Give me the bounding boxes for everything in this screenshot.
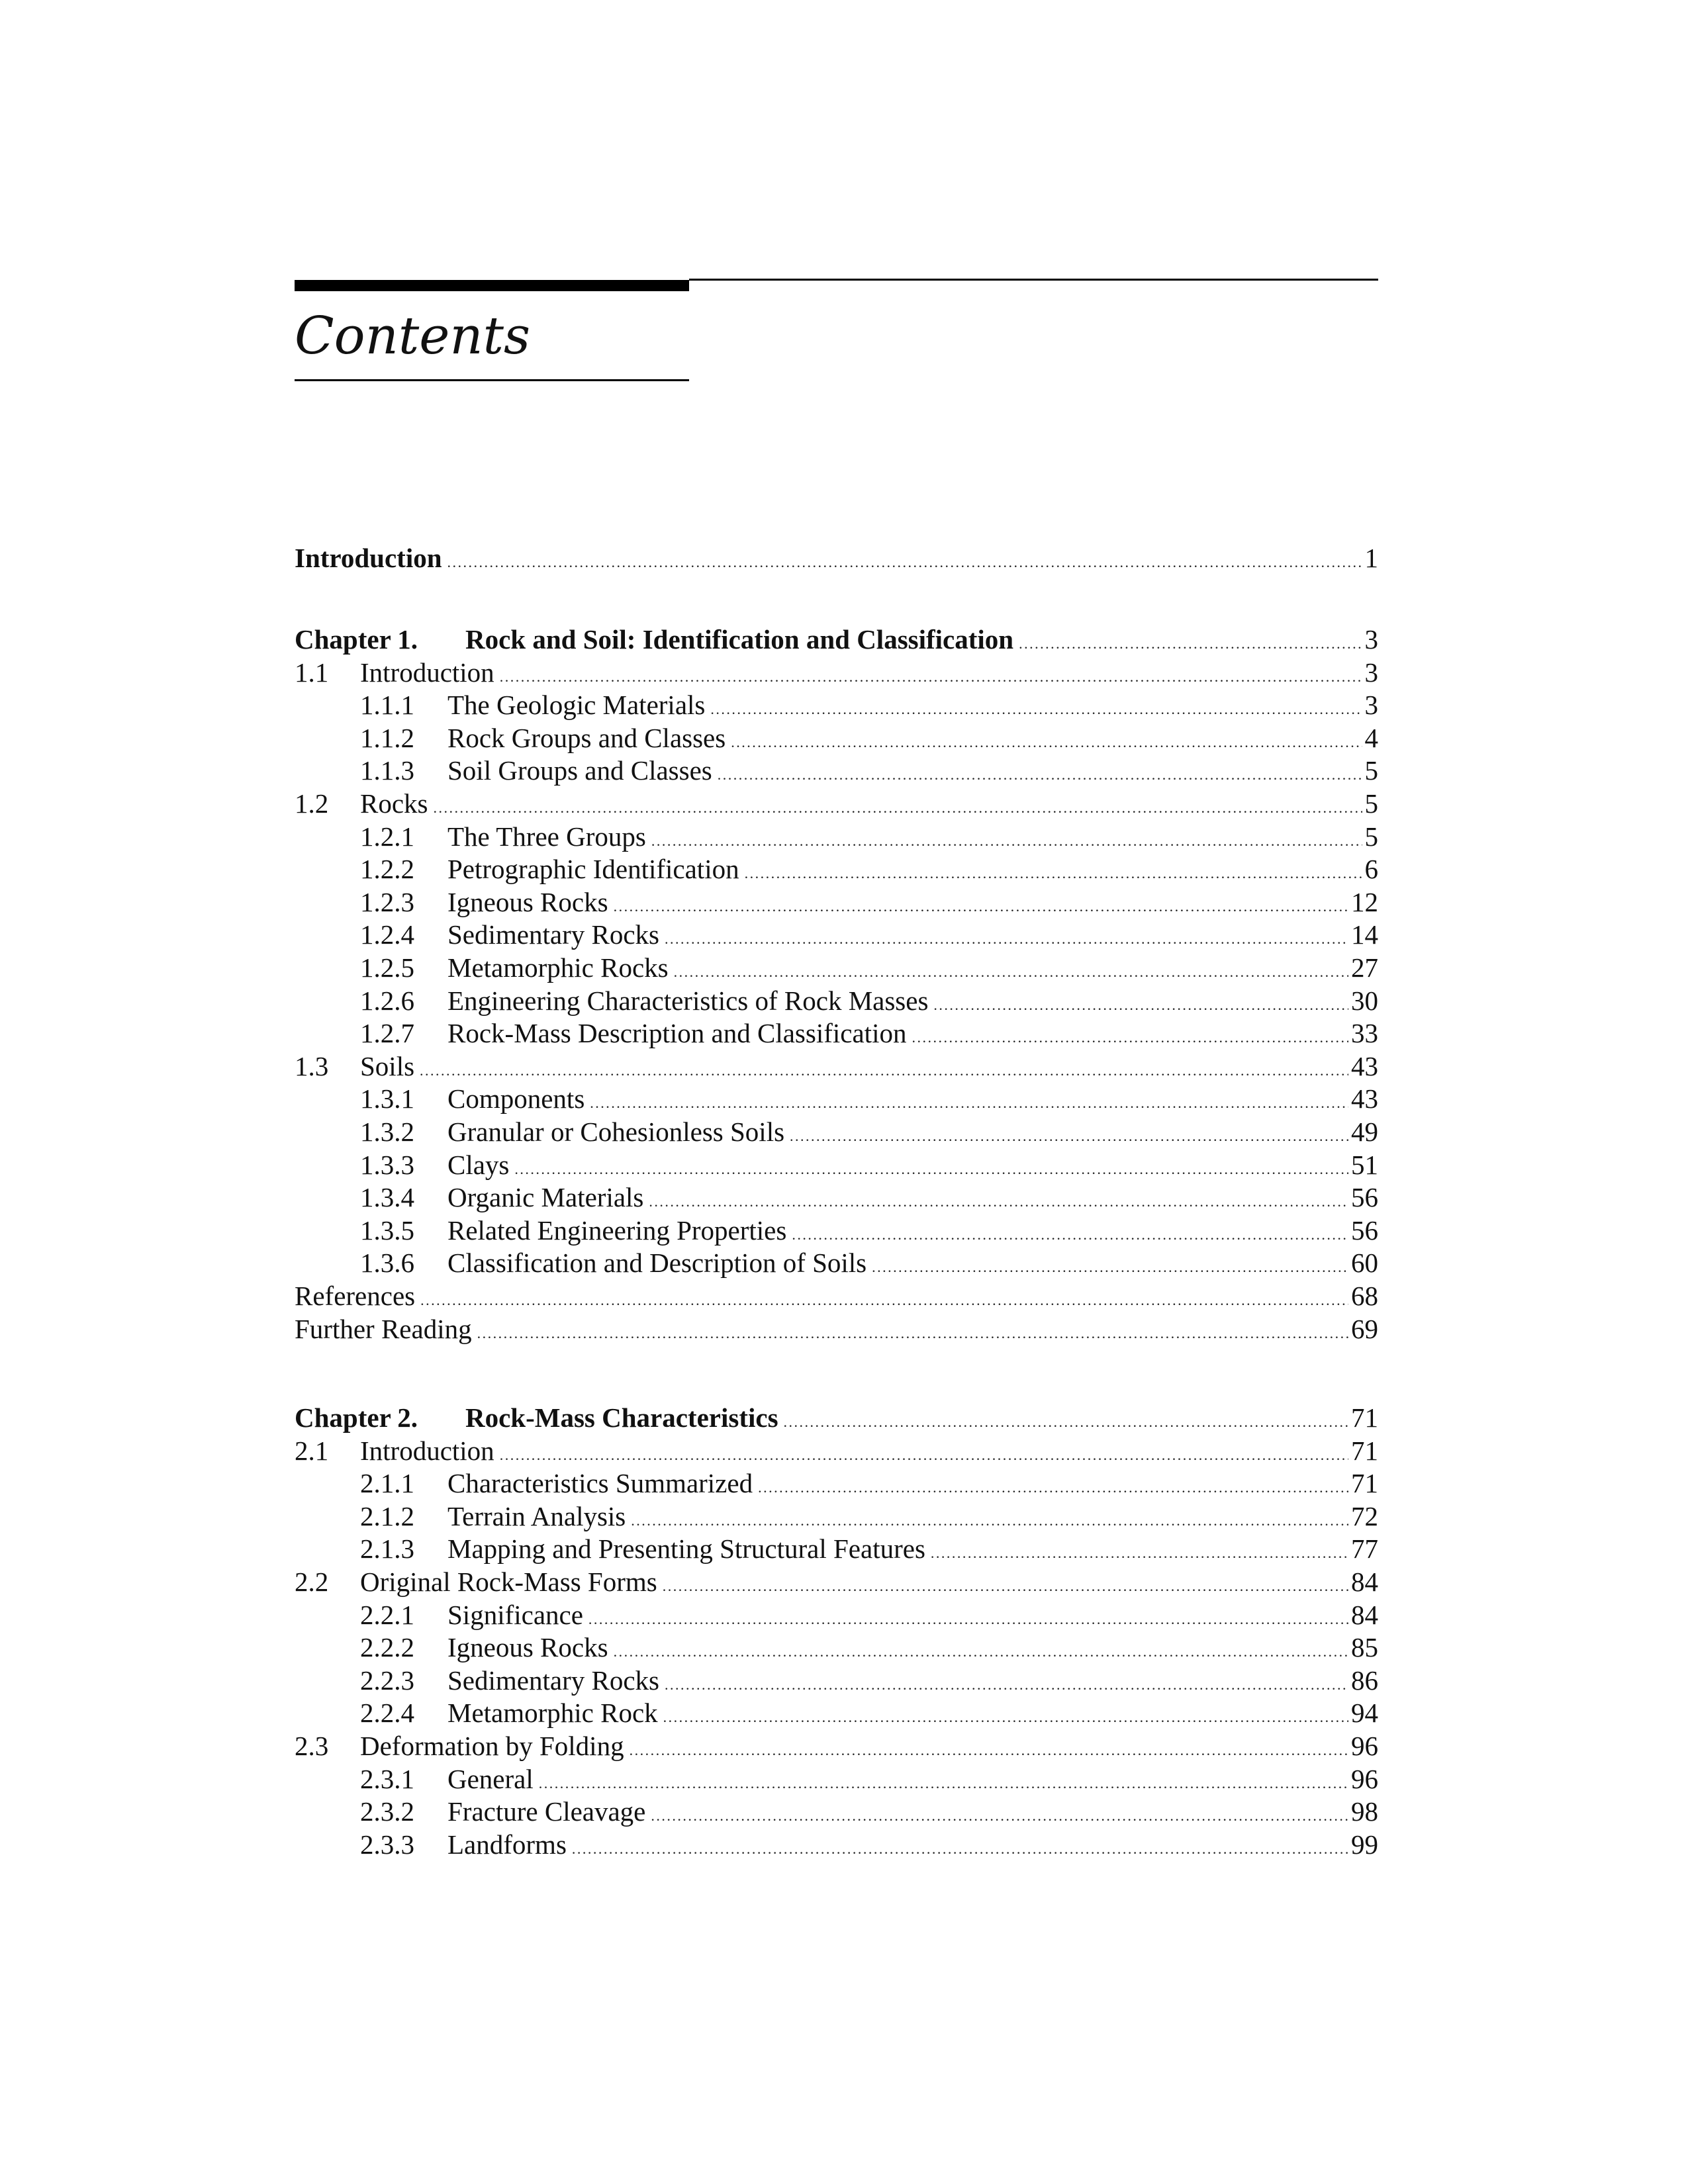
toc-entry-page: 12 <box>1351 886 1378 917</box>
dot-leader <box>500 656 1362 689</box>
toc-entry[interactable] <box>295 623 1378 656</box>
toc-entry-title: Rock-Mass Characteristics <box>465 1402 778 1433</box>
dot-leader <box>590 1082 1348 1115</box>
dot-leader <box>931 1532 1348 1565</box>
toc-entry-page: 30 <box>1351 985 1378 1016</box>
toc-entry-page: 3 <box>1364 690 1378 721</box>
toc-entry-title: Petrographic Identification <box>447 854 739 885</box>
toc-entry-number: 1.3.2 <box>360 1116 414 1147</box>
toc-entry[interactable] <box>295 721 1378 754</box>
toc-entry-title: Soils <box>360 1050 415 1081</box>
toc-entry-title: Mapping and Presenting Structural Features <box>447 1533 925 1565</box>
toc-entry-title: Rock Groups and Classes <box>447 722 726 753</box>
toc-entry-page: 49 <box>1351 1116 1378 1147</box>
toc-entry-title: The Three Groups <box>447 821 646 852</box>
toc-entry-page: 56 <box>1351 1214 1378 1246</box>
toc-entry-title: References <box>295 1281 416 1311</box>
toc-entry-number: 1.2.7 <box>360 1018 414 1049</box>
toc-entry-number: 1.1.2 <box>360 722 414 753</box>
toc-entry-page: 5 <box>1364 788 1378 819</box>
toc-entry-number: 2.1.2 <box>360 1500 414 1531</box>
toc-entry-number: 1.2.5 <box>360 952 414 983</box>
dot-leader <box>784 1401 1348 1434</box>
toc-entry[interactable] <box>295 918 1378 951</box>
toc-entry-number: 1.1 <box>295 657 329 688</box>
toc-entry-title: Rock and Soil: Identification and Classification <box>465 624 1014 655</box>
toc-entry-number: 1.2.4 <box>360 919 414 950</box>
toc-entry-number: 1.2.2 <box>360 854 414 885</box>
toc-entry-page: 14 <box>1351 919 1378 950</box>
toc-entry-number: 1.2.1 <box>360 821 414 852</box>
dot-leader <box>1019 623 1362 656</box>
dot-leader <box>710 688 1362 721</box>
toc-entry-number: 1.3 <box>295 1050 329 1081</box>
toc-entry-number: 1.3.1 <box>360 1083 414 1115</box>
dot-leader <box>790 1115 1348 1148</box>
toc-entry-number: 1.1.1 <box>360 690 414 721</box>
toc-entry-page: 1 <box>1364 543 1378 573</box>
toc-entry-number: 1.2.6 <box>360 985 414 1016</box>
dot-leader <box>665 1664 1348 1697</box>
toc-entry[interactable] <box>295 754 1378 787</box>
dot-leader <box>539 1762 1348 1796</box>
toc-entry-page: 51 <box>1351 1149 1378 1180</box>
toc-entry-page: 96 <box>1351 1731 1378 1761</box>
toc-entry[interactable] <box>295 984 1378 1017</box>
toc-entry-number: Chapter 2. <box>295 1402 418 1433</box>
dot-leader <box>731 721 1362 754</box>
toc-entry-title: Components <box>447 1083 585 1115</box>
toc-entry-page: 99 <box>1351 1829 1378 1860</box>
toc-entry[interactable] <box>295 1565 1378 1598</box>
toc-entry[interactable] <box>295 1631 1378 1664</box>
dot-leader <box>420 1279 1348 1312</box>
toc-entry-title: Rocks <box>360 788 428 819</box>
toc-entry[interactable] <box>295 1082 1378 1115</box>
toc-entry-title: Igneous Rocks <box>447 886 608 917</box>
dot-leader <box>933 984 1348 1017</box>
toc-entry[interactable] <box>295 1312 1378 1345</box>
toc-entry[interactable] <box>295 1434 1378 1467</box>
toc-entry-number: 1.3.5 <box>360 1214 414 1246</box>
toc-entry-page: 72 <box>1351 1500 1378 1531</box>
dot-leader <box>434 787 1362 820</box>
toc-entry-page: 98 <box>1351 1796 1378 1827</box>
toc-entry[interactable] <box>295 688 1378 721</box>
toc-entry-title: Igneous Rocks <box>447 1632 608 1663</box>
toc-entry[interactable] <box>295 1115 1378 1148</box>
toc-entry[interactable] <box>295 1050 1378 1083</box>
dot-leader <box>420 1050 1348 1083</box>
toc-entry-title: Introduction <box>295 543 442 573</box>
toc-entry-title: Soil Groups and Classes <box>447 755 712 786</box>
toc-entry-number: 1.2 <box>295 788 329 819</box>
toc-entry-page: 43 <box>1351 1050 1378 1081</box>
toc-entry-page: 5 <box>1364 821 1378 852</box>
dot-leader <box>674 951 1348 984</box>
toc-entry-page: 84 <box>1351 1567 1378 1597</box>
toc-entry-page: 77 <box>1351 1533 1378 1565</box>
toc-entry-page: 60 <box>1351 1248 1378 1279</box>
toc-entry-title: Fracture Cleavage <box>447 1796 646 1827</box>
toc-entry-page: 84 <box>1351 1599 1378 1630</box>
toc-entry-title: Rock-Mass Description and Classification <box>447 1018 907 1049</box>
toc-entry-number: Chapter 1. <box>295 624 418 655</box>
toc-entry-title: Clays <box>447 1149 510 1180</box>
toc-entry[interactable] <box>295 787 1378 820</box>
toc-entry[interactable] <box>295 886 1378 919</box>
toc-entry-number: 2.2.2 <box>360 1632 414 1663</box>
toc-entry-page: 3 <box>1364 657 1378 688</box>
toc-entry-page: 96 <box>1351 1763 1378 1794</box>
toc-entry[interactable] <box>295 1017 1378 1050</box>
toc-entry[interactable] <box>295 1598 1378 1631</box>
toc-entry-page: 69 <box>1351 1313 1378 1344</box>
toc-entry-title: Classification and Description of Soils <box>447 1248 867 1279</box>
toc-entry-title: Characteristics Summarized <box>447 1468 753 1499</box>
dot-leader <box>745 852 1362 886</box>
toc-entry-page: 71 <box>1351 1468 1378 1499</box>
toc-entry-number: 1.3.4 <box>360 1182 414 1213</box>
toc-entry[interactable] <box>295 1729 1378 1762</box>
toc-entry-page: 3 <box>1364 624 1378 655</box>
toc-entry-number: 2.2.4 <box>360 1698 414 1729</box>
dot-leader <box>477 1312 1348 1345</box>
dot-leader <box>588 1598 1348 1631</box>
toc-entry[interactable] <box>295 1181 1378 1214</box>
toc-entry-title: Landforms <box>447 1829 567 1860</box>
toc-entry-title: Deformation by Folding <box>360 1731 624 1761</box>
toc-entry-title: Engineering Characteristics of Rock Masses <box>447 985 929 1016</box>
toc-entry-number: 1.1.3 <box>360 755 414 786</box>
dot-leader <box>718 754 1362 787</box>
toc-entry-page: 86 <box>1351 1664 1378 1696</box>
toc-entry-title: Introduction <box>360 657 494 688</box>
toc-entry-title: Organic Materials <box>447 1182 644 1213</box>
page-title: Contents <box>295 306 530 366</box>
toc-entry-number: 1.3.3 <box>360 1149 414 1180</box>
toc-entry-title: Related Engineering Properties <box>447 1214 787 1246</box>
dot-leader <box>630 1729 1348 1762</box>
toc-entry[interactable] <box>295 1532 1378 1565</box>
dot-leader <box>758 1467 1348 1500</box>
toc-entry-page: 71 <box>1351 1435 1378 1466</box>
dot-leader <box>572 1828 1348 1861</box>
dot-leader <box>663 1696 1348 1729</box>
toc-entry[interactable] <box>295 1148 1378 1181</box>
toc-entry-title: Metamorphic Rocks <box>447 952 669 983</box>
toc-entry-page: 27 <box>1351 952 1378 983</box>
dot-leader <box>631 1500 1348 1533</box>
toc-entry[interactable] <box>295 1279 1378 1312</box>
dot-leader <box>447 541 1362 574</box>
toc-entry-page: 68 <box>1351 1281 1378 1311</box>
toc-entry-title: Granular or Cohesionless Soils <box>447 1116 785 1147</box>
dot-leader <box>872 1246 1348 1279</box>
toc-entry-title: General <box>447 1763 534 1794</box>
dot-leader <box>651 1795 1348 1828</box>
toc-entry[interactable] <box>295 852 1378 886</box>
toc-entry-title: Significance <box>447 1599 583 1630</box>
toc-entry-title: Original Rock-Mass Forms <box>360 1567 657 1597</box>
dot-leader <box>665 918 1348 951</box>
toc-entry-number: 2.3.1 <box>360 1763 414 1794</box>
toc-entry-title: Introduction <box>360 1435 494 1466</box>
toc-entry-title: Metamorphic Rock <box>447 1698 658 1729</box>
toc-entry[interactable] <box>295 1664 1378 1697</box>
dot-leader <box>514 1148 1348 1181</box>
toc-entry[interactable] <box>295 951 1378 984</box>
dot-leader <box>500 1434 1348 1467</box>
toc-entry[interactable] <box>295 656 1378 689</box>
toc-entry[interactable] <box>295 1762 1378 1796</box>
toc-entry-page: 71 <box>1351 1402 1378 1433</box>
toc-entry-title: Terrain Analysis <box>447 1500 626 1531</box>
toc-entry-page: 5 <box>1364 755 1378 786</box>
toc-entry-number: 2.1.1 <box>360 1468 414 1499</box>
toc-entry-page: 6 <box>1364 854 1378 885</box>
toc-entry-title: The Geologic Materials <box>447 690 706 721</box>
toc-entry[interactable] <box>295 1401 1378 1434</box>
toc-entry-number: 2.2 <box>295 1567 329 1597</box>
toc-entry[interactable] <box>295 1246 1378 1279</box>
dot-leader <box>792 1214 1348 1247</box>
dot-leader <box>614 1631 1348 1664</box>
toc-entry-number: 2.3.2 <box>360 1796 414 1827</box>
toc-entry-number: 2.2.1 <box>360 1599 414 1630</box>
toc-entry-number: 2.1.3 <box>360 1533 414 1565</box>
toc-entry-number: 1.2.3 <box>360 886 414 917</box>
toc-entry[interactable] <box>295 1467 1378 1500</box>
toc-entry-title: Further Reading <box>295 1313 472 1344</box>
dot-leader <box>912 1017 1348 1050</box>
dot-leader <box>651 820 1362 853</box>
toc-entry[interactable] <box>295 1214 1378 1247</box>
toc-entry[interactable] <box>295 820 1378 853</box>
toc-entry-number: 2.3.3 <box>360 1829 414 1860</box>
toc-entry-page: 85 <box>1351 1632 1378 1663</box>
toc-entry-number: 1.3.6 <box>360 1248 414 1279</box>
toc-entry[interactable] <box>295 1828 1378 1861</box>
toc-entry-number: 2.3 <box>295 1731 329 1761</box>
toc-entry-page: 33 <box>1351 1018 1378 1049</box>
toc-entry-number: 2.2.3 <box>360 1664 414 1696</box>
toc-entry[interactable] <box>295 541 1378 574</box>
toc-entry-page: 4 <box>1364 722 1378 753</box>
toc-entry[interactable] <box>295 1696 1378 1729</box>
toc-entry[interactable] <box>295 1500 1378 1533</box>
toc-entry-title: Sedimentary Rocks <box>447 919 659 950</box>
toc-entry-page: 56 <box>1351 1182 1378 1213</box>
toc-entry[interactable] <box>295 1795 1378 1828</box>
toc-entry-page: 43 <box>1351 1083 1378 1115</box>
toc-entry-number: 2.1 <box>295 1435 329 1466</box>
toc-entry-title: Sedimentary Rocks <box>447 1664 659 1696</box>
dot-leader <box>663 1565 1348 1598</box>
toc-entry-page: 94 <box>1351 1698 1378 1729</box>
dot-leader <box>614 886 1348 919</box>
dot-leader <box>649 1181 1348 1214</box>
